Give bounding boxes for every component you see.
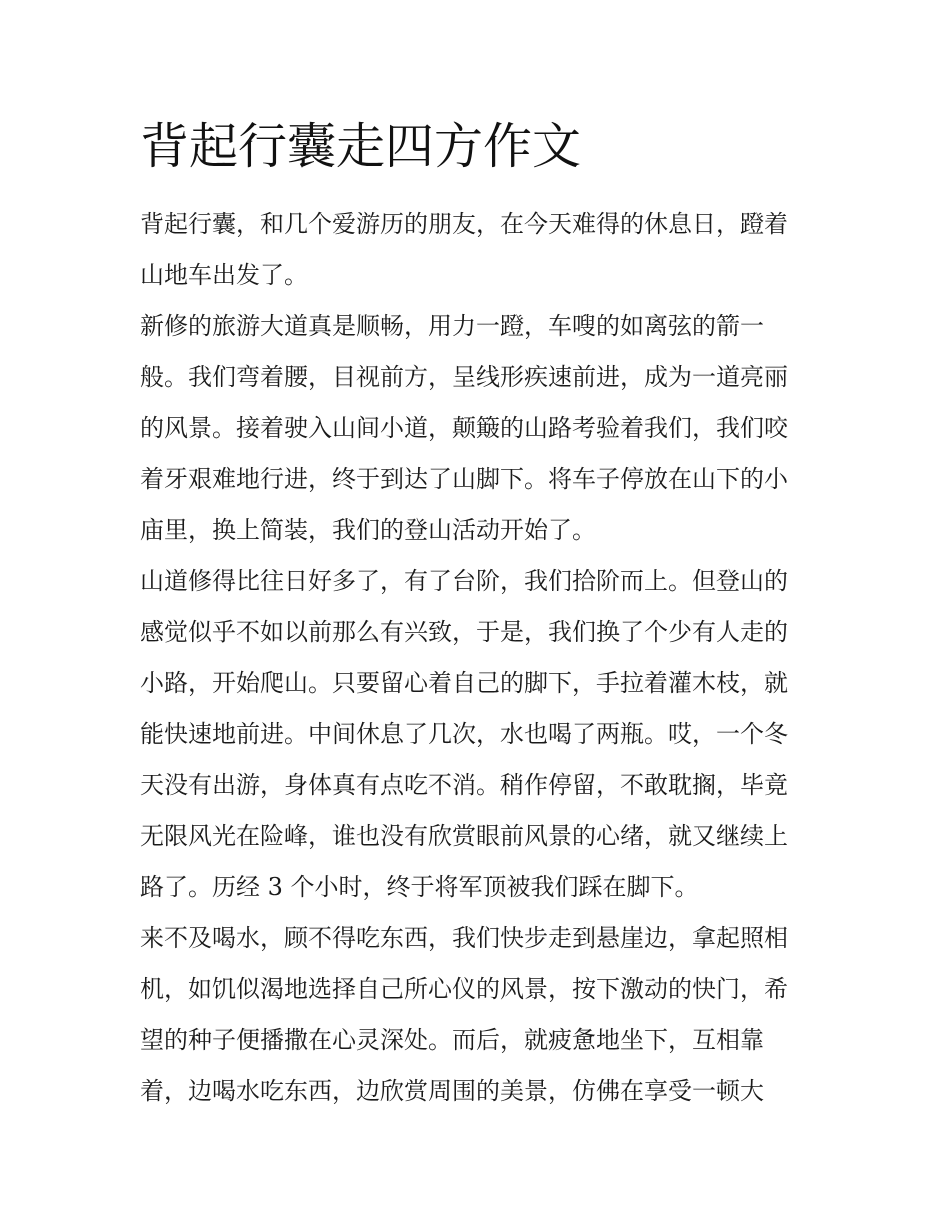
text-line: 般。我们弯着腰，目视前方，呈线形疾速前进，成为一道亮丽 (140, 363, 788, 391)
text-line: 来不及喝水，顾不得吃东西，我们快步走到悬崖边，拿起照相 (140, 924, 788, 952)
text-line: 感觉似乎不如以前那么有兴致，于是，我们换了个少有人走的 (140, 618, 788, 646)
text-line: 新修的旅游大道真是顺畅，用力一蹬，车嗖的如离弦的箭一 (140, 312, 764, 340)
text-line: 着牙艰难地行进，终于到达了山脚下。将车子停放在山下的小 (140, 465, 788, 493)
paragraph-1 (140, 199, 820, 301)
text-line: 小路，开始爬山。只要留心着自己的脚下，手拉着灌木枝，就 (140, 669, 788, 697)
text-line: 望的种子便播撒在心灵深处。而后，就疲惫地坐下，互相靠 (140, 1026, 764, 1054)
text-line: 着，边喝水吃东西，边欣赏周围的美景，仿佛在享受一顿大 (140, 1077, 764, 1105)
text-line: 路了。历经 3 个小时，终于将军顶被我们踩在脚下。 (140, 873, 699, 901)
text-line: 能快速地前进。中间休息了几次，水也喝了两瓶。哎，一个冬 (140, 720, 788, 748)
paragraph-4 (140, 913, 820, 1117)
paragraph-3 (140, 556, 820, 913)
text-line: 山道修得比往日好多了，有了台阶，我们拾阶而上。但登山的 (140, 567, 788, 595)
text-line: 背起行囊，和几个爱游历的朋友，在今天难得的休息日，蹬着 (140, 210, 788, 238)
text-line: 天没有出游，身体真有点吃不消。稍作停留，不敢耽搁，毕竟 (140, 771, 788, 799)
document-title: 背起行囊走四方作文 (140, 118, 582, 175)
text-line: 机，如饥似渴地选择自己所心仪的风景，按下激动的快门，希 (140, 975, 788, 1003)
text-line: 庙里，换上简装，我们的登山活动开始了。 (140, 516, 596, 544)
essay-body (140, 199, 820, 1117)
text-line: 的风景。接着驶入山间小道，颠簸的山路考验着我们，我们咬 (140, 414, 788, 442)
text-line: 山地车出发了。 (140, 261, 308, 289)
text-line: 无限风光在险峰，谁也没有欣赏眼前风景的心绪，就又继续上 (140, 822, 788, 850)
paragraph-2 (140, 301, 820, 556)
